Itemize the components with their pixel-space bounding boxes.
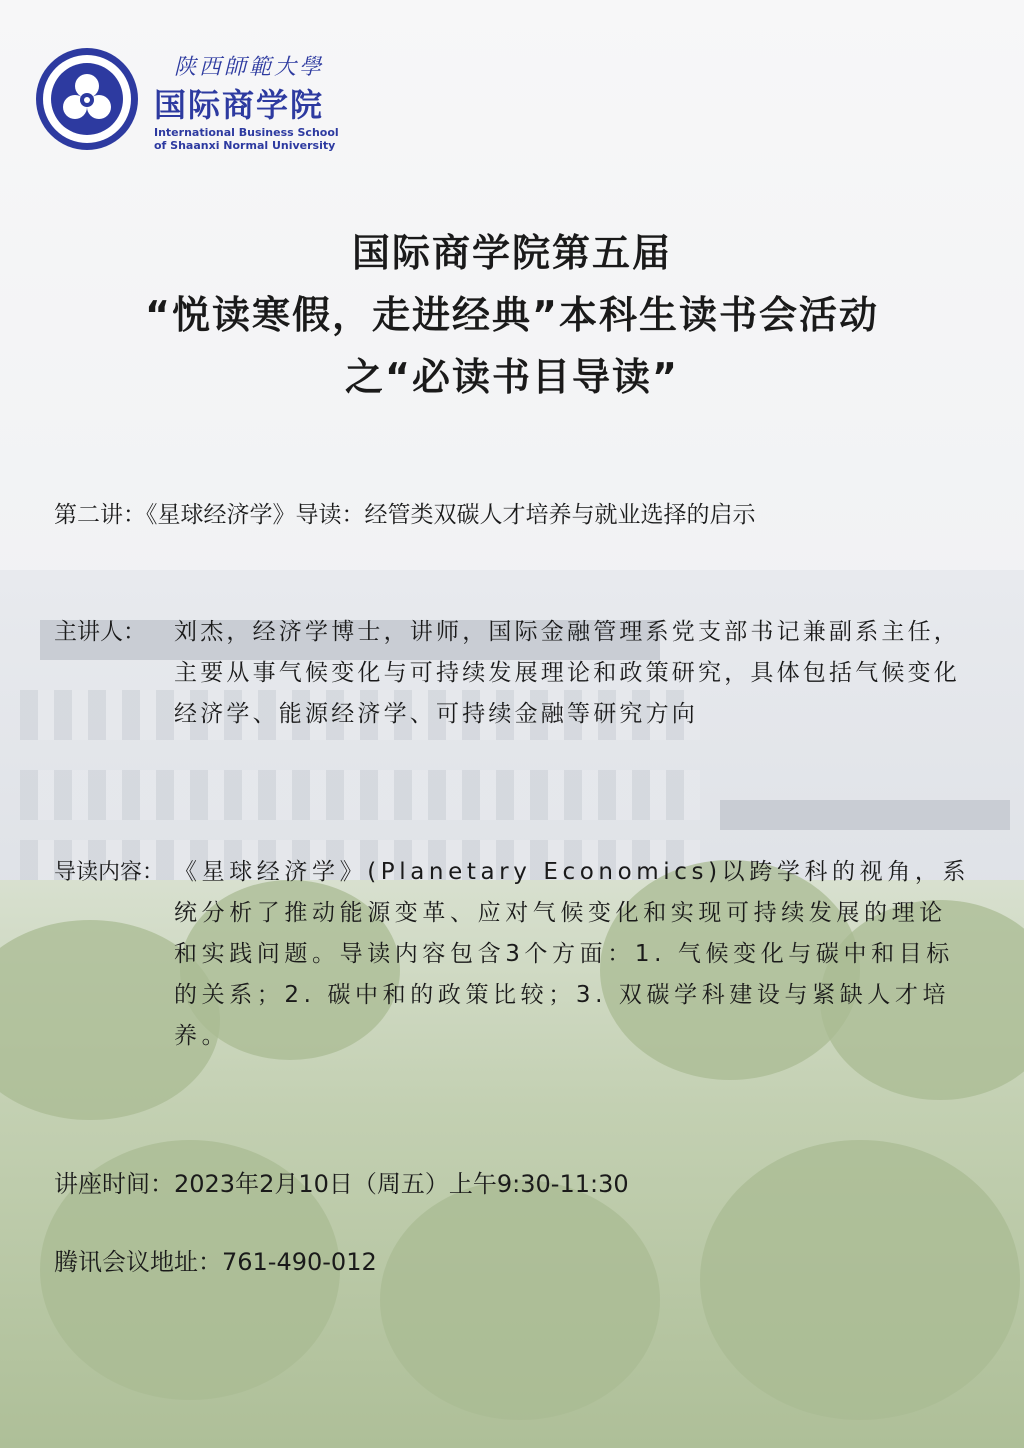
page-title <box>0 222 1024 408</box>
meeting-id: 腾讯会议地址：761-490-012 <box>54 1248 377 1276</box>
title-line-1: 国际商学院第五届 <box>351 231 672 275</box>
school-name-en: International Business School of Shaanxi Normal University <box>154 126 339 152</box>
speaker-label: 主讲人： <box>54 619 146 645</box>
content-label: 导读内容： <box>54 860 165 885</box>
content-description: 《星球经济学》(Planetary Economics)以跨学科的视角，系统分析了推动能源变革、应对气候变化和实现可持续发展的理论和实践问题。导读内容包含3个方面：1. 气候变化与碳中和目标的关系；2. 碳中和的政策比较；3. 双碳学科建设与紧缺人才培养。 <box>174 859 971 1049</box>
lecture-time: 讲座时间：2023年2月10日（周五）上午9:30-11:30 <box>54 1170 629 1198</box>
lecture-topic: 第二讲：《星球经济学》导读：经管类双碳人才培养与就业选择的启示 <box>54 502 756 528</box>
speaker-bio: 刘杰，经济学博士，讲师，国际金融管理系党支部书记兼副系主任，主要从事气候变化与可持续发展理论和政策研究，具体包括气候变化经济学、能源经济学、可持续金融等研究方向 <box>174 619 960 727</box>
title-line-2: “悦读寒假，走进经典”本科生读书会活动 <box>145 293 879 337</box>
school-name-cn: 国际商学院 <box>154 86 325 124</box>
university-name-cn: 陕西師範大學 <box>174 55 325 80</box>
title-line-3: 之“必读书目导读” <box>345 355 679 399</box>
university-seal-icon <box>34 46 140 152</box>
